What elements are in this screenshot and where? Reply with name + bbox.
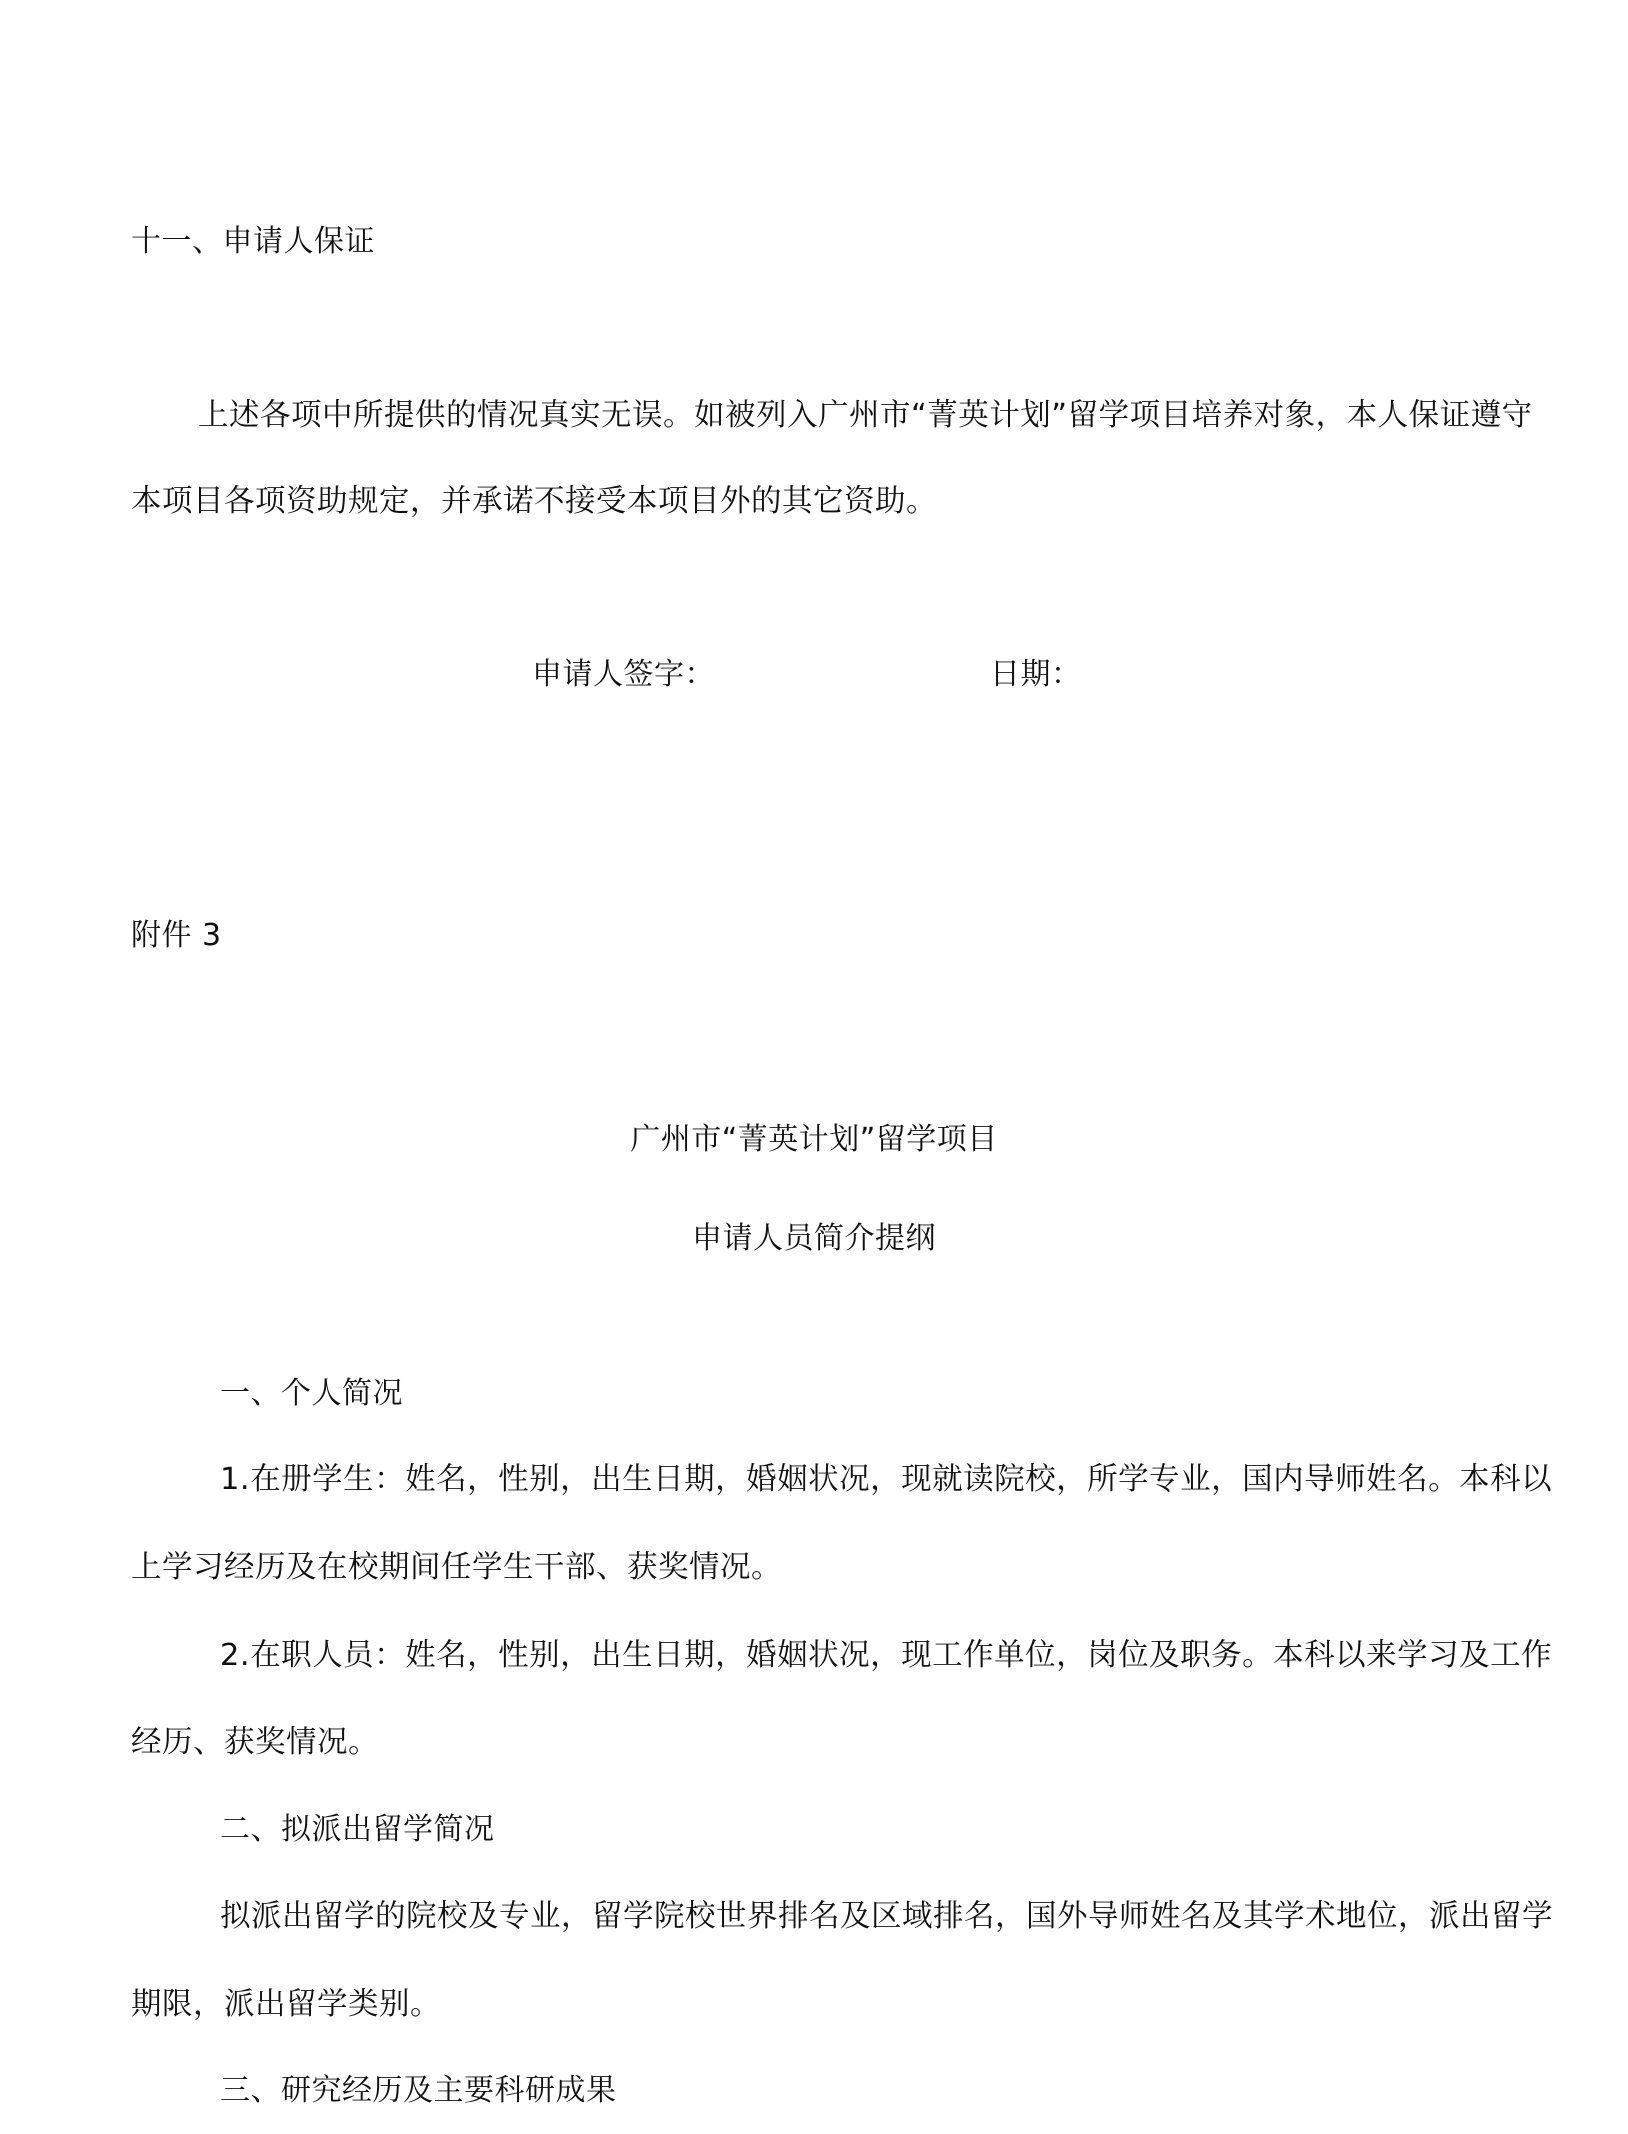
date-label: 日期： [990,657,1082,692]
attachment-label: 附件 3 [131,918,222,953]
outline-section-2-paragraph-line-1: 拟派出留学的院校及专业，留学院校世界排名及区域排名，国外导师姓名及其学术地位，派出留学 [220,1899,1553,1934]
attachment-title: 广州市“菁英计划”留学项目 [630,1122,998,1157]
outline-item-2-line-1: 2.在职人员：姓名，性别，出生日期，婚姻状况，现工作单位，岗位及职务。本科以来学习及工作 [220,1638,1553,1673]
section-11-heading: 十一、申请人保证 [131,224,375,259]
outline-item-1-line-2: 上学习经历及在校期间任学生干部、获奖情况。 [131,1550,782,1585]
guarantee-paragraph-line-1: 上述各项中所提供的情况真实无误。如被列入广州市“菁英计划”留学项目培养对象，本人保证遵守 [198,398,1533,433]
outline-item-1-line-1: 1.在册学生：姓名，性别，出生日期，婚姻状况，现就读院校，所学专业，国内导师姓名。本科以 [220,1462,1553,1497]
outline-section-2-heading: 二、拟派出留学简况 [220,1812,495,1847]
guarantee-paragraph-line-2: 本项目各项资助规定，并承诺不接受本项目外的其它资助。 [131,484,937,519]
signature-label: 申请人签字： [532,657,715,692]
outline-section-3-heading: 三、研究经历及主要科研成果 [220,2073,617,2108]
outline-item-2-line-2: 经历、获奖情况。 [131,1725,379,1760]
outline-section-1-heading: 一、个人简况 [220,1376,403,1411]
attachment-subtitle: 申请人员简介提纲 [692,1221,936,1256]
outline-section-2-paragraph-line-2: 期限，派出留学类别。 [131,1987,441,2022]
